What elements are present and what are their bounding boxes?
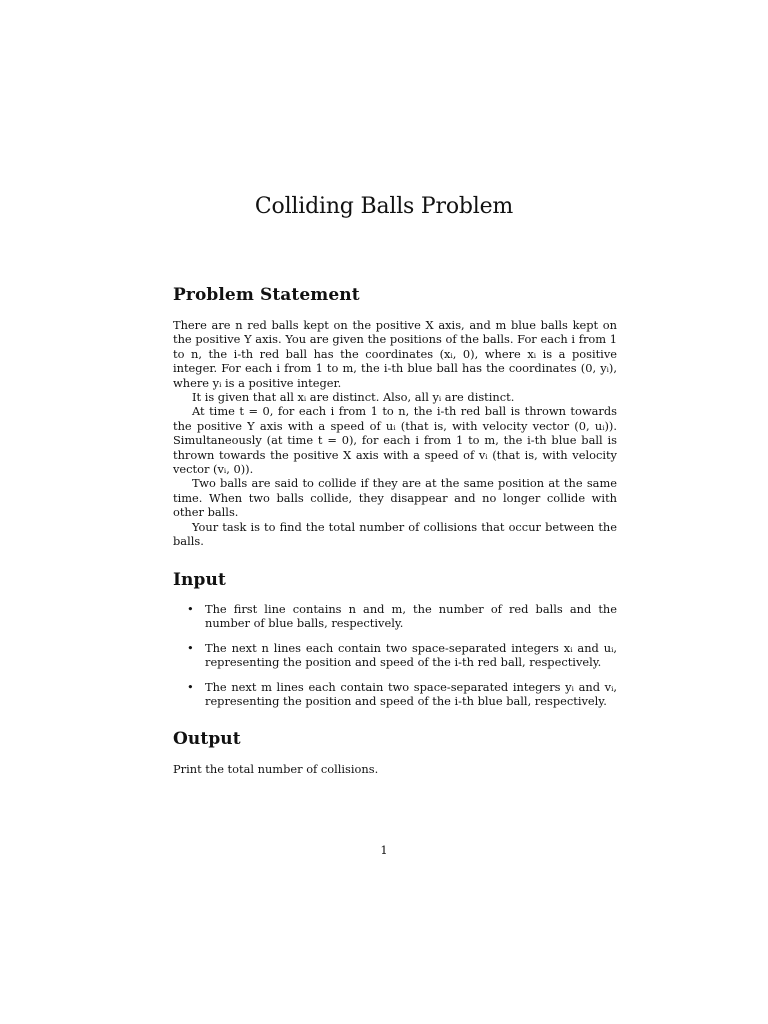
- input-heading: Input: [173, 570, 226, 590]
- problem-statement-body: [173, 318, 617, 549]
- bullet-icon: •: [187, 602, 194, 616]
- problem-paragraph-3: At time t = 0, for each i from 1 to n, the i-th red ball is thrown towards the positive Y axis with a speed of uᵢ (that is, with velocity vector (0, uᵢ)). Simultaneously (at time t = 0), for each i from 1 to m, the i-th blue ball is thrown towards the positive X axis with a speed of vᵢ (that is, with velocity vector (vᵢ, 0)).: [173, 404, 617, 477]
- input-item-2: The next n lines each contain two space-separated integers xᵢ and uᵢ, representing the position and speed of the i-th red ball, respectively.: [205, 640, 617, 670]
- list-item: [173, 680, 617, 709]
- bullet-icon: •: [187, 640, 194, 655]
- problem-paragraph-4: Two balls are said to collide if they are at the same position at the same time. When two balls collide, they disappear and no longer collide with other balls.: [173, 476, 617, 520]
- input-item-1: The first line contains n and m, the number of red balls and the number of blue balls, respectively.: [205, 602, 617, 631]
- list-item: [173, 641, 617, 670]
- list-item: [173, 602, 617, 631]
- bullet-icon: •: [187, 679, 194, 694]
- problem-paragraph-1: There are n red balls kept on the positive X axis, and m blue balls kept on the positive Y axis. You are given the positions of the balls. For each i from 1 to n, the i-th red ball has the coordinates (xᵢ, 0), where xᵢ is a positive integer. For each i from 1 to m, the i-th blue ball has the coordinates (0, yᵢ), where yᵢ is a positive integer.: [173, 318, 617, 390]
- document-title: Colliding Balls Problem: [254, 194, 514, 219]
- problem-paragraph-5: Your task is to find the total number of collisions that occur between the balls.: [173, 519, 617, 549]
- input-item-3: The next m lines each contain two space-separated integers yᵢ and vᵢ, representing the position and speed of the i-th blue ball, respectively.: [205, 679, 617, 709]
- output-heading: Output: [173, 729, 241, 749]
- problem-paragraph-2: It is given that all xᵢ are distinct. Also, all yᵢ are distinct.: [192, 390, 515, 405]
- input-list: [173, 602, 617, 718]
- problem-statement-heading: Problem Statement: [173, 285, 360, 305]
- output-body: Print the total number of collisions.: [173, 762, 379, 776]
- page-number: 1: [380, 843, 388, 857]
